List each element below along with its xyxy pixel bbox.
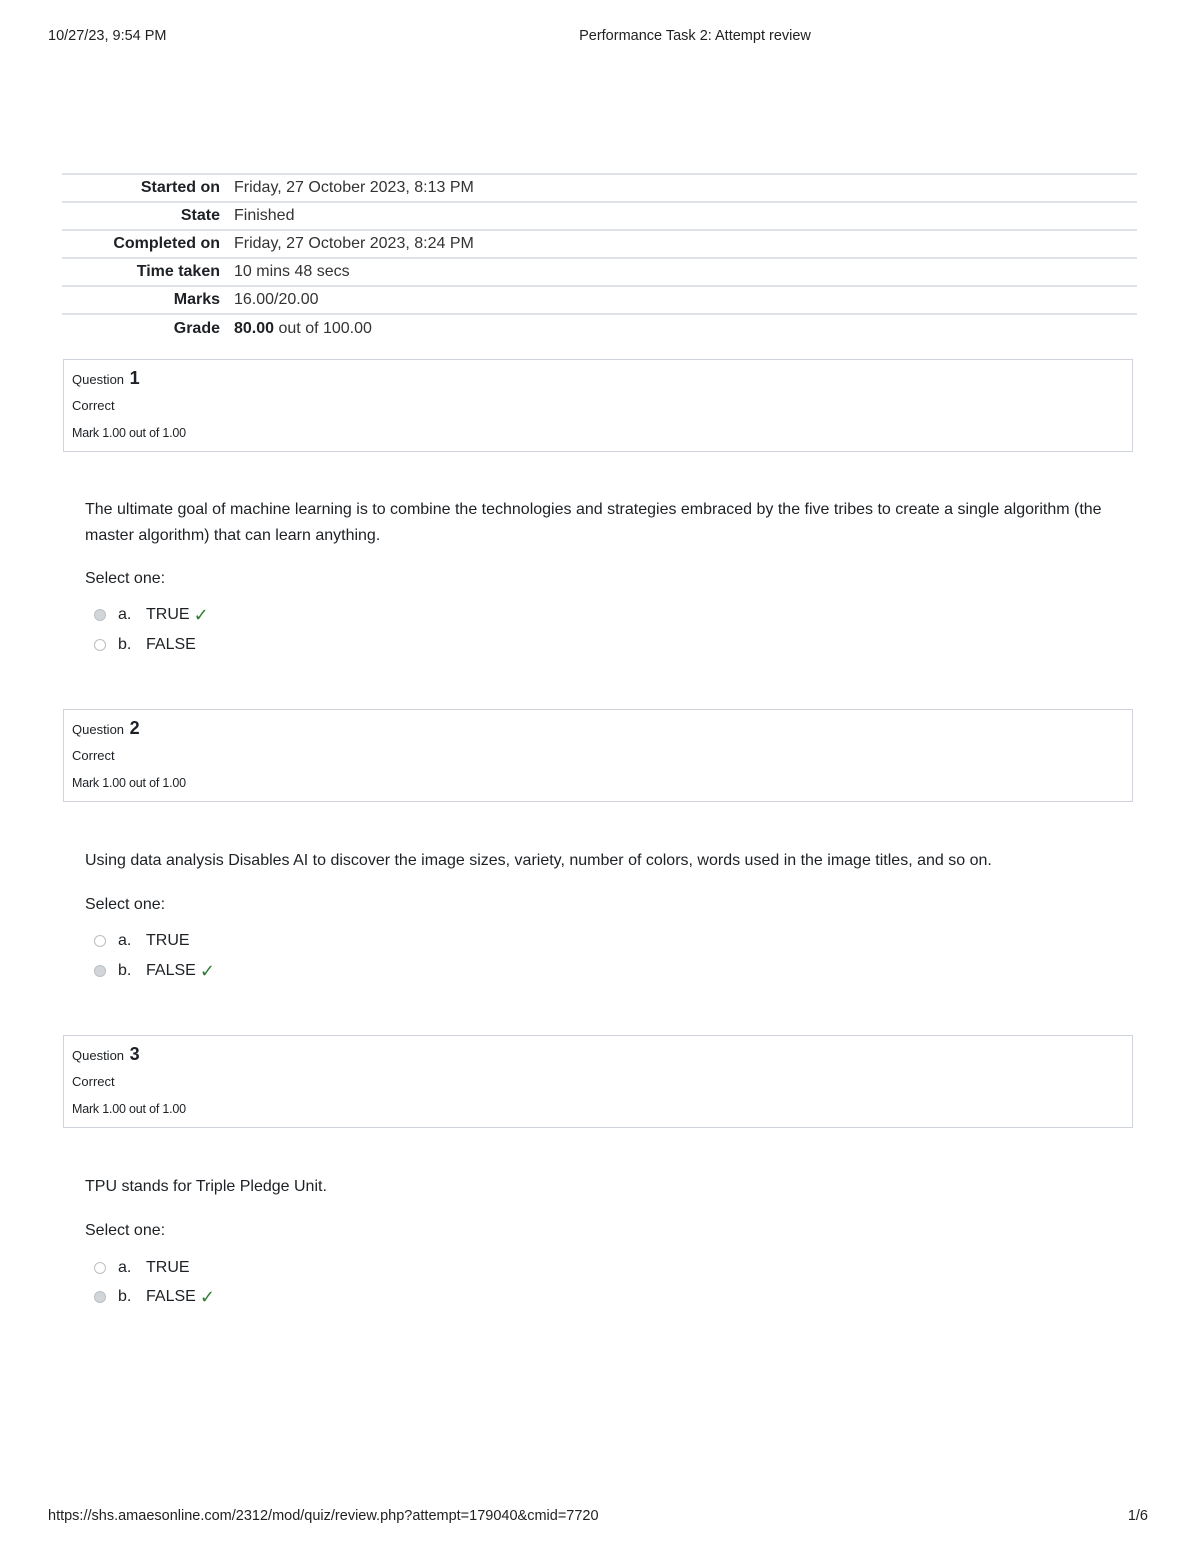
answer-option-b[interactable] xyxy=(94,632,196,658)
answer-option-a[interactable] xyxy=(94,1255,190,1281)
option-text: FALSE xyxy=(146,962,196,979)
question-mark: Mark 1.00 out of 1.00 xyxy=(72,426,186,440)
option-text: FALSE xyxy=(146,1288,196,1305)
answer-option-a[interactable] xyxy=(94,602,209,628)
question-text: The ultimate goal of machine learning is to combine the technologies and strategies embraced by the five tribes to create a single algorithm (the master algorithm) that can learn anything. xyxy=(85,501,1102,544)
radio-button[interactable] xyxy=(94,965,106,977)
summary-label: Completed on xyxy=(113,235,220,252)
select-one-prompt: Select one: xyxy=(85,1222,166,1239)
summary-value: 10 mins 48 secs xyxy=(234,263,350,280)
summary-label: Time taken xyxy=(136,263,220,280)
summary-label: Started on xyxy=(140,179,220,196)
summary-row-completed xyxy=(62,230,1137,258)
option-letter: a. xyxy=(118,606,132,623)
option-letter: a. xyxy=(118,1259,132,1276)
summary-value: Friday, 27 October 2023, 8:24 PM xyxy=(234,235,474,252)
check-icon: ✓ xyxy=(199,961,215,981)
radio-button[interactable] xyxy=(94,1262,106,1274)
option-letter: b. xyxy=(118,636,132,653)
question-mark: Mark 1.00 out of 1.00 xyxy=(72,776,186,790)
summary-value: Friday, 27 October 2023, 8:13 PM xyxy=(234,179,474,196)
answer-option-a[interactable] xyxy=(94,928,190,954)
option-letter: b. xyxy=(118,1288,132,1305)
option-letter: b. xyxy=(118,962,132,979)
question-state: Correct xyxy=(72,1074,115,1089)
summary-value xyxy=(234,314,1137,342)
select-one-prompt: Select one: xyxy=(85,896,166,913)
print-page-title: Performance Task 2: Attempt review xyxy=(579,28,811,44)
radio-button[interactable] xyxy=(94,1291,106,1303)
question-num: 2 xyxy=(129,718,140,738)
question-num: 3 xyxy=(129,1044,140,1064)
print-header xyxy=(48,28,1152,48)
grade-out-of: out of 100.00 xyxy=(278,319,372,337)
question-number xyxy=(72,718,140,739)
select-one-prompt: Select one: xyxy=(85,570,166,587)
option-text: FALSE xyxy=(146,636,196,653)
summary-value: Finished xyxy=(234,207,295,224)
option-text: TRUE xyxy=(146,606,190,623)
question-info-3 xyxy=(63,1035,1133,1128)
summary-row-time-taken xyxy=(62,258,1137,286)
page-number: 1/6 xyxy=(1127,1508,1148,1524)
option-text: TRUE xyxy=(146,932,190,949)
question-number xyxy=(72,368,140,389)
summary-label: Marks xyxy=(173,291,220,308)
print-datetime: 10/27/23, 9:54 PM xyxy=(48,28,167,44)
question-state: Correct xyxy=(72,748,115,763)
summary-label: State xyxy=(180,207,220,224)
question-label: Question xyxy=(72,372,125,387)
grade-value: 80.00 xyxy=(234,319,275,337)
question-info-2 xyxy=(63,709,1133,802)
radio-button[interactable] xyxy=(94,935,106,947)
option-text: TRUE xyxy=(146,1259,190,1276)
radio-button[interactable] xyxy=(94,639,106,651)
question-mark: Mark 1.00 out of 1.00 xyxy=(72,1102,186,1116)
summary-row-marks xyxy=(62,286,1137,314)
question-state: Correct xyxy=(72,398,115,413)
question-label: Question xyxy=(72,722,125,737)
summary-row-grade xyxy=(62,314,1137,342)
check-icon: ✓ xyxy=(193,605,209,625)
summary-label: Grade xyxy=(173,319,220,337)
radio-button[interactable] xyxy=(94,609,106,621)
summary-value: 16.00/20.00 xyxy=(234,291,319,308)
question-num: 1 xyxy=(129,368,140,388)
question-number xyxy=(72,1044,140,1065)
question-text: TPU stands for Triple Pledge Unit. xyxy=(85,1178,327,1195)
question-label: Question xyxy=(72,1048,125,1063)
answer-option-b[interactable] xyxy=(94,958,215,984)
answer-option-b[interactable] xyxy=(94,1284,215,1310)
option-letter: a. xyxy=(118,932,132,949)
question-info-1 xyxy=(63,359,1133,452)
page-url: https://shs.amaesonline.com/2312/mod/quiz/review.php?attempt=179040&cmid=7720 xyxy=(48,1508,599,1524)
summary-row-started xyxy=(62,174,1137,202)
question-text: Using data analysis Disables AI to discover the image sizes, variety, number of colors, words used in the image titles, and so on. xyxy=(85,852,992,869)
print-footer xyxy=(48,1508,1148,1528)
check-icon: ✓ xyxy=(199,1287,215,1307)
attempt-summary-table xyxy=(62,173,1137,342)
summary-row-state xyxy=(62,202,1137,230)
